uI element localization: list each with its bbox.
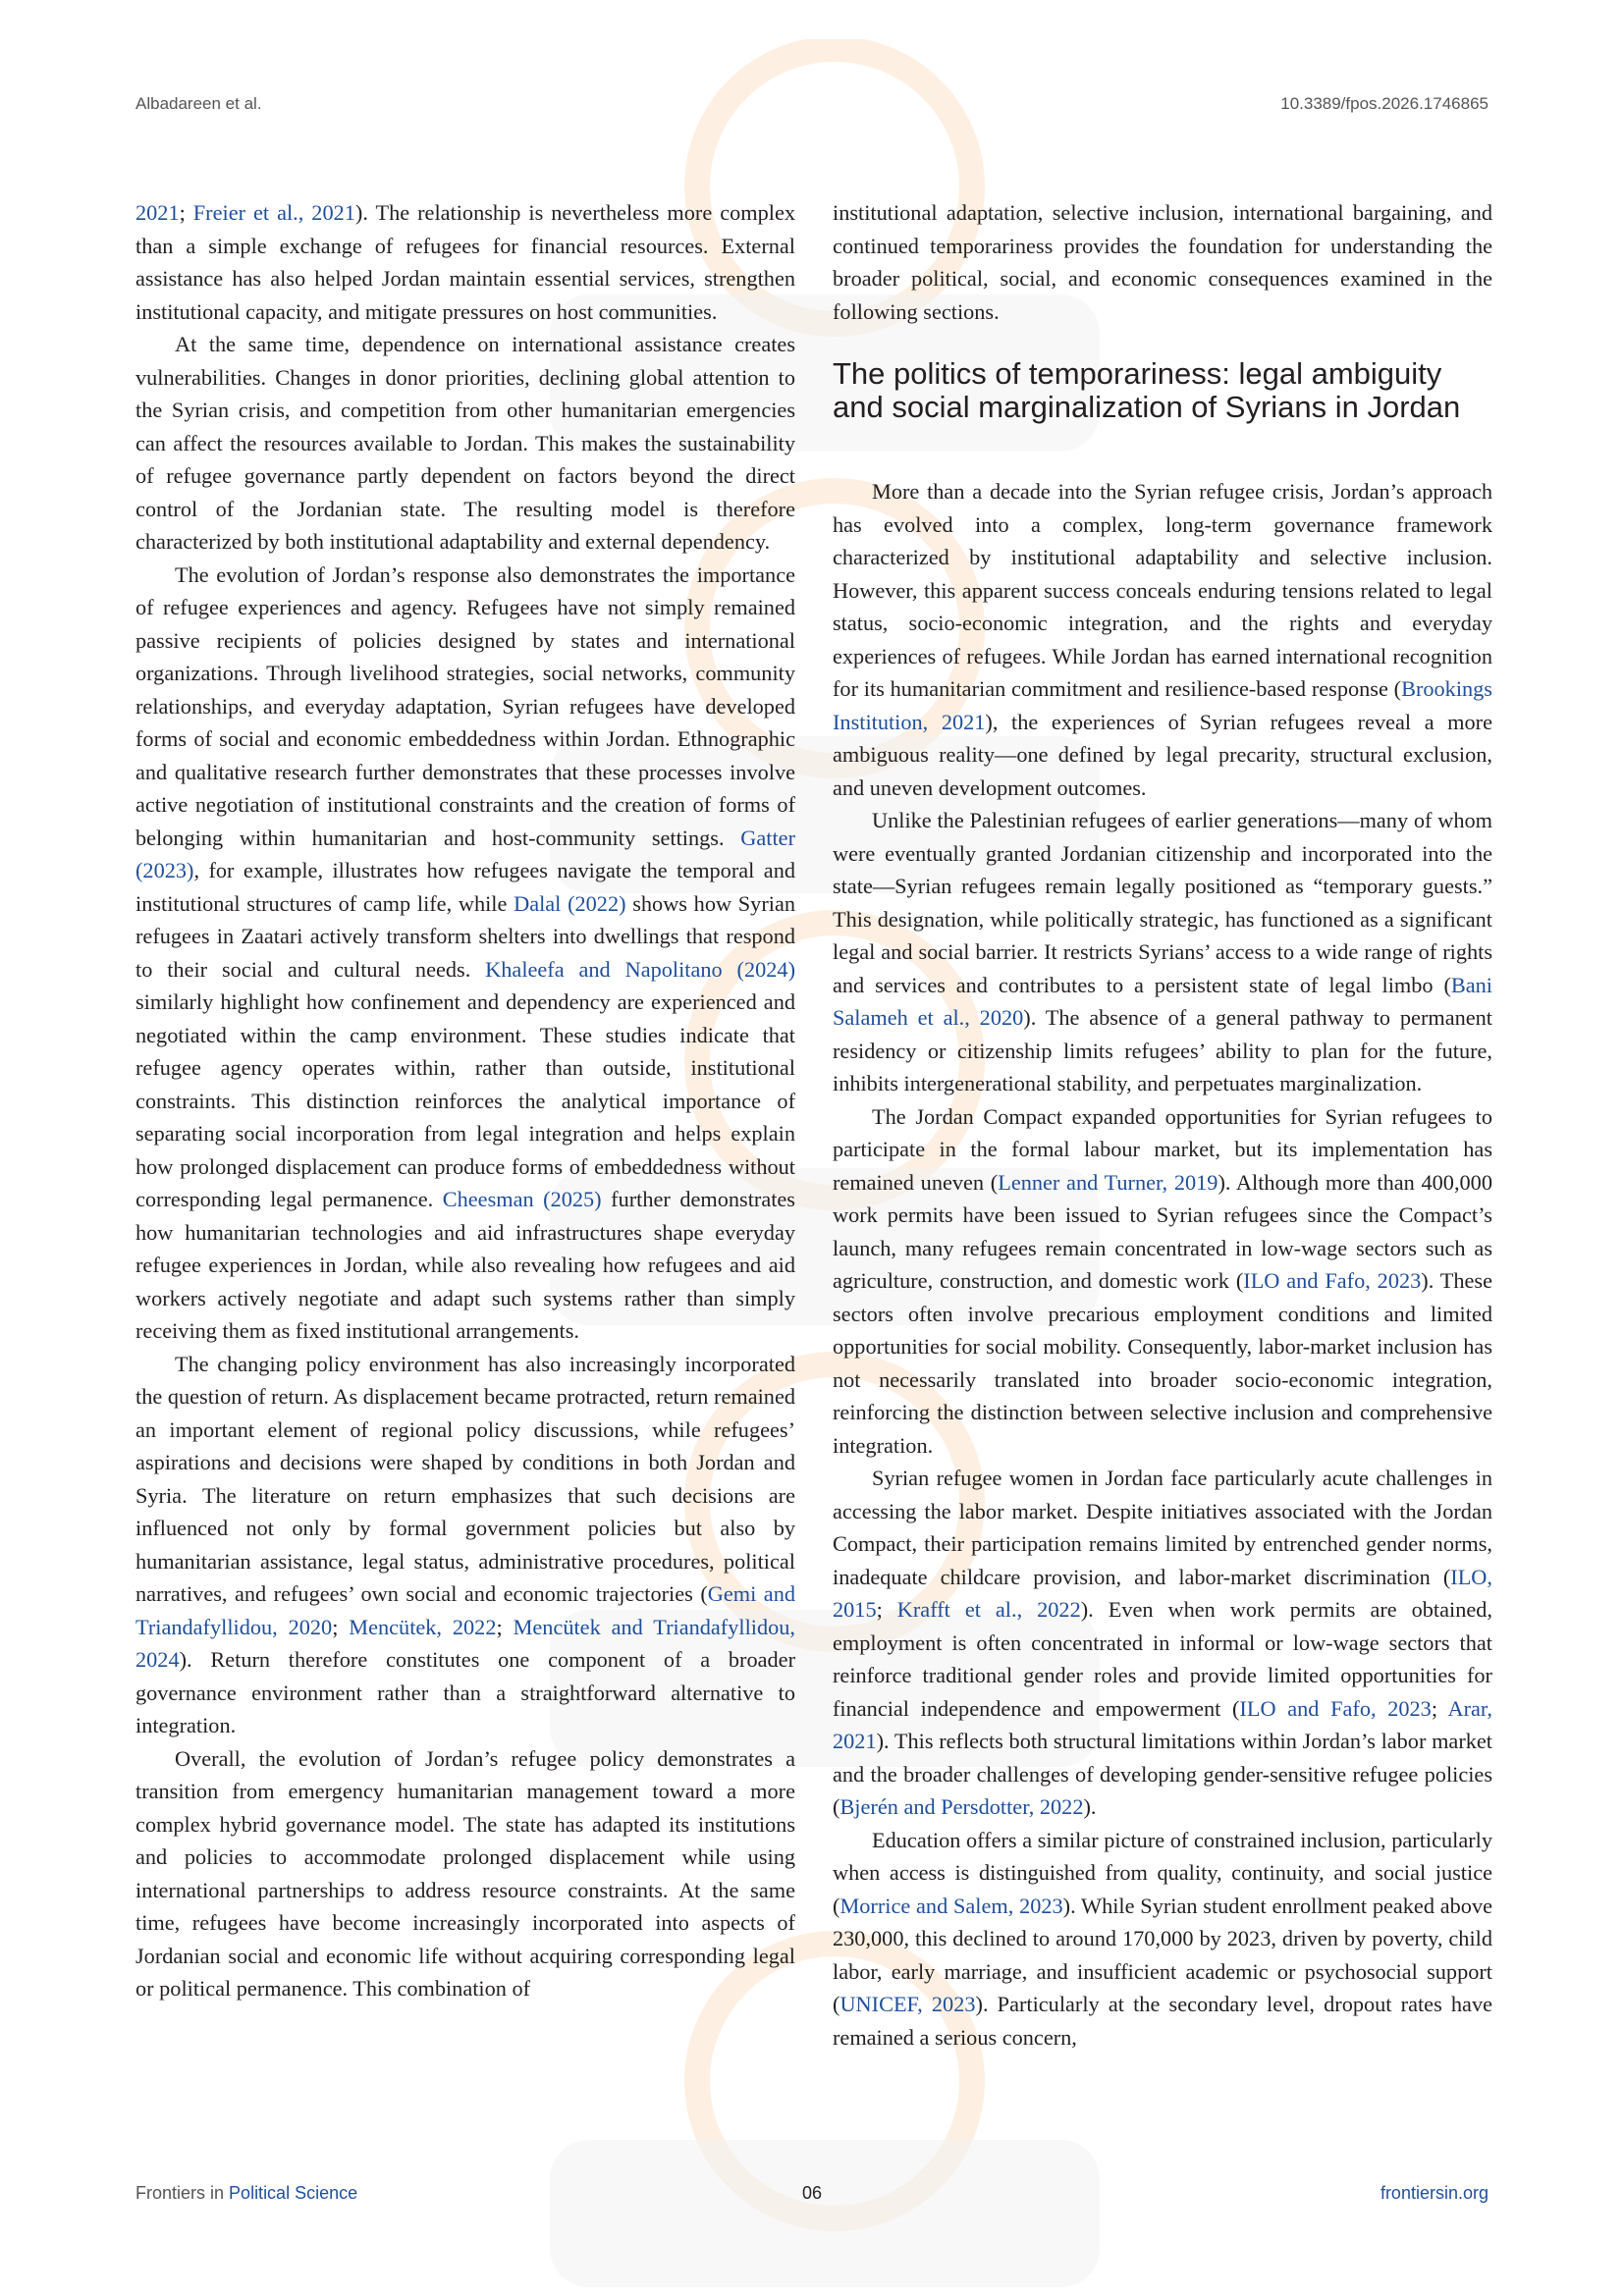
- running-head-doi: 10.3389/fpos.2026.1746865: [1280, 94, 1489, 113]
- paragraph: The changing policy environment has also increasingly incorporated the question of return. As displacement became protracted, return remained an important element of regional policy discussions, while refugees’ aspirations and decisions were shaped by conditions in both Jordan and Syria. The literature on return emphasizes that such decisions are influenced not only by formal government policies but also by humanitarian assistance, legal status, administrative procedures, political narratives, and refugees’ own social and economic trajectories (Gemi and Triandafyllidou, 2020; Mencütek, 2022; Mencütek and Triandafyllidou, 2024). Return therefore constitutes one component of a broader governance environment rather than a straightforward alternative to integration.: [135, 1351, 795, 1737]
- citation-link[interactable]: Gatter (2023): [135, 825, 795, 882]
- citation-link[interactable]: Gemi and Triandafyllidou, 2020: [135, 1581, 795, 1639]
- citation-link[interactable]: Brookings Institution, 2021: [833, 676, 1492, 734]
- page-header: [135, 94, 1489, 118]
- page-number: 06: [801, 2183, 823, 2203]
- left-column: [135, 196, 795, 2005]
- citation-link[interactable]: Khaleefa and Napolitano (2024): [485, 956, 795, 982]
- citation-link[interactable]: Dalal (2022): [514, 890, 626, 916]
- citation-link[interactable]: Mencütek and Triandafyllidou, 2024: [135, 1614, 795, 1672]
- citation-link[interactable]: ILO and Fafo, 2023: [1243, 1268, 1422, 1293]
- right-column: [833, 196, 1492, 2054]
- paragraph: 2021; Freier et al., 2021). The relationship is nevertheless more complex than a simple exchange of refugees for financial resources. External assistance has also helped Jordan maintain essential services, strengthen institutional capacity, and mitigate pressures on host communities.: [135, 200, 795, 324]
- page-footer: [135, 2183, 1489, 2207]
- journal-link[interactable]: Political Science: [229, 2183, 358, 2203]
- citation-link[interactable]: Freier et al., 2021: [192, 200, 355, 225]
- citation-link[interactable]: Lenner and Turner, 2019: [998, 1169, 1218, 1195]
- running-head-authors: Albadareen et al.: [135, 94, 262, 113]
- citation-link[interactable]: 2021: [135, 200, 180, 225]
- paragraph: institutional adaptation, selective inclusion, international bargaining, and continued temporariness provides the foundation for understanding the broader political, social, and economic consequences examined in the following sections.: [833, 200, 1492, 324]
- citation-link[interactable]: Mencütek, 2022: [349, 1614, 497, 1639]
- citation-link[interactable]: Bani Salameh et al., 2020: [833, 972, 1492, 1030]
- citation-link[interactable]: Arar, 2021: [833, 1695, 1492, 1753]
- paragraph: The evolution of Jordan’s response also demonstrates the importance of refugee experiences and agency. Refugees have not simply remained passive recipients of policies designed by states and international organizations. Through livelihood strategies, social networks, community relationships, and everyday adaptation, Syrian refugees have developed forms of social and economic embeddedness within Jordan. Ethnographic and qualitative research further demonstrates that these processes involve active negotiation of institutional constraints and the creation of forms of belonging within humanitarian and host-community settings. Gatter (2023), for example, illustrates how refugees navigate the temporal and institutional structures of camp life, while Dalal (2022) shows how Syrian refugees in Zaatari actively transform shelters into dwellings that respond to their social and cultural needs. Khaleefa and Napolitano (2024) similarly highlight how confinement and dependency are experienced and negotiated within the camp environment. These studies indicate that refugee agency operates within, rather than outside, institutional constraints. This distinction reinforces the analytical importance of separating social incorporation from legal integration and helps explain how prolonged displacement can produce forms of embeddedness without corresponding legal permanence. Cheesman (2025) further demonstrates how humanitarian technologies and aid infrastructures shape everyday refugee experiences in Jordan, while also revealing how refugees and aid workers actively negotiate and adapt such systems rather than simply receiving them as fixed institutional arrangements.: [135, 561, 795, 1343]
- citation-link[interactable]: UNICEF, 2023: [839, 1992, 976, 2016]
- citation-link[interactable]: Cheesman (2025): [442, 1187, 602, 1211]
- footer-journal: Frontiers in Political Science: [135, 2183, 358, 2203]
- citation-link[interactable]: ILO, 2015: [833, 1564, 1492, 1622]
- paragraph: Syrian refugee women in Jordan face particularly acute challenges in accessing the labor market. Despite initiatives associated with the Jordan Compact, their participation remains limited by entrenched gender norms, inadequate childcare provision, and labor-market discrimination (ILO, 2015; Krafft et al., 2022). Even when work permits are obtained, employment is often concentrated in informal or low-wage sectors that reinforce traditional gender roles and provide limited opportunities for financial independence and empowerment (ILO and Fafo, 2023; Arar, 2021). This reflects both structural limitations within Jordan’s labor market and the broader challenges of developing gender-sensitive refugee policies (Bjerén and Persdotter, 2022).: [833, 1466, 1492, 1819]
- citation-link[interactable]: Morrice and Salem, 2023: [839, 1893, 1063, 1918]
- paragraph: Unlike the Palestinian refugees of earlier generations—many of whom were eventually granted Jordanian citizenship and incorporated into the state—Syrian refugees remain legally positioned as “temporary guests.” This designation, while politically strategic, has functioned as a significant legal and social barrier. It restricts Syrians’ access to a wide range of rights and services and contributes to a persistent state of legal limbo (Bani Salameh et al., 2020). The absence of a general pathway to permanent residency or citizenship limits refugees’ ability to plan for the future, inhibits intergenerational stability, and perpetuates marginalization.: [833, 808, 1492, 1095]
- site-link[interactable]: frontiersin.org: [1380, 2183, 1489, 2203]
- paragraph: More than a decade into the Syrian refugee crisis, Jordan’s approach has evolved into a complex, long-term governance framework characterized by institutional adaptability and selective inclusion. However, this apparent success conceals enduring tensions related to legal status, socio-economic integration, and the rights and everyday experiences of refugees. While Jordan has earned international recognition for its humanitarian commitment and resilience-based response (Brookings Institution, 2021), the experiences of Syrian refugees reveal a more ambiguous reality—one defined by legal precarity, structural exclusion, and uneven development outcomes.: [833, 479, 1492, 800]
- paragraph: Education offers a similar picture of constrained inclusion, particularly when access is distinguished from quality, continuity, and social justice (Morrice and Salem, 2023). While Syrian student enrollment peaked above 230,000, this declined to around 170,000 by 2023, driven by poverty, child labor, early marriage, and insufficient academic or psychosocial support (UNICEF, 2023). Particularly at the secondary level, dropout rates have remained a serious concern,: [833, 1827, 1492, 2050]
- citation-link[interactable]: Bjerén and Persdotter, 2022: [839, 1794, 1084, 1819]
- paragraph: At the same time, dependence on international assistance creates vulnerabilities. Changes in donor priorities, declining global attention to the Syrian crisis, and competition from other humanitarian emergencies can affect the resources available to Jordan. This makes the sustainability of refugee governance partly dependent on factors beyond the direct control of the Jordanian state. The resulting model is therefore characterized by both institutional adaptability and external dependency.: [135, 332, 795, 554]
- section-heading: The politics of temporariness: legal ambiguity and social marginalization of Syrians in Jordan: [833, 356, 1461, 424]
- paragraph: The Jordan Compact expanded opportunities for Syrian refugees to participate in the formal labour market, but its implementation has remained uneven (Lenner and Turner, 2019). Although more than 400,000 work permits have been issued to Syrian refugees since the Compact’s launch, many refugees remain concentrated in low-wage sectors such as agriculture, construction, and domestic work (ILO and Fafo, 2023). These sectors often involve precarious employment conditions and limited opportunities for social mobility. Consequently, labor-market inclusion has not necessarily translated into broader socio-economic integration, reinforcing the distinction between selective inclusion and comprehensive integration.: [833, 1103, 1492, 1458]
- paragraph: Overall, the evolution of Jordan’s refugee policy demonstrates a transition from emergency humanitarian management toward a more complex hybrid governance model. The state has adapted its institutions and policies to accommodate prolonged displacement while using international partnerships to address resource constraints. At the same time, refugees have become increasingly incorporated into aspects of Jordanian social and economic life without acquiring corresponding legal or political permanence. This combination of: [135, 1745, 795, 2001]
- citation-link[interactable]: Krafft et al., 2022: [896, 1597, 1081, 1622]
- citation-link[interactable]: ILO and Fafo, 2023: [1239, 1695, 1432, 1721]
